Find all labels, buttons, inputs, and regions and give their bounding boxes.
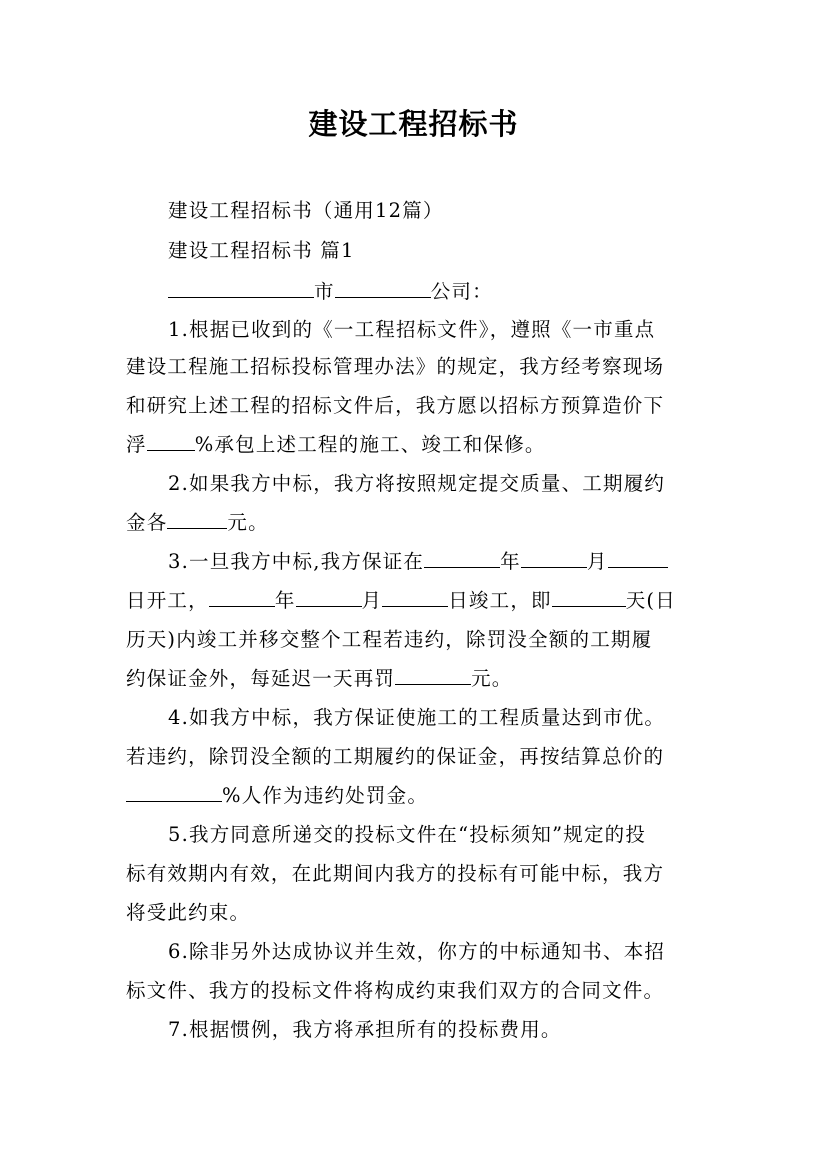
blank-city [168, 279, 314, 298]
text-segment: 公司： [430, 280, 493, 303]
paragraph-line: 7.根据惯例，我方将承担所有的投标费用。 [168, 1018, 562, 1041]
paragraph-line [126, 510, 716, 536]
blank-company [335, 279, 431, 298]
blank-days [552, 588, 626, 607]
text-segment: 日竣工，即 [448, 589, 552, 612]
paragraph-line [126, 588, 716, 614]
blank-year [209, 588, 275, 607]
text-segment: 年 [500, 550, 521, 573]
paragraph-line [126, 666, 716, 692]
paragraph-line: 5.我方同意所递交的投标文件在“投标须知”规定的投 [168, 823, 647, 846]
blank-day [608, 549, 668, 568]
text-segment: 浮 [126, 433, 147, 456]
text-segment: 日开工， [126, 589, 209, 612]
paragraph-line [168, 549, 716, 575]
section-heading: 建设工程招标书 篇1 [168, 239, 355, 262]
text-segment: 天(日 [625, 589, 676, 612]
subtitle: 建设工程招标书（通用12篇） [168, 199, 444, 222]
paragraph-line: 将受此约束。 [126, 901, 251, 924]
text-segment: 市 [314, 280, 335, 303]
text-segment: 3.一旦我方中标,我方保证在 [168, 550, 425, 573]
paragraph-line: 标文件、我方的投标文件将构成约束我们双方的合同文件。 [126, 979, 665, 1002]
text-segment: 元。 [227, 511, 269, 534]
text-segment: %承包上述工程的施工、竣工和保修。 [194, 433, 546, 456]
paragraph-line [126, 432, 716, 458]
text-segment: 约保证金外，每延迟一天再罚 [126, 667, 396, 690]
paragraph-line: 6.除非另外达成协议并生效，你方的中标通知书、本招 [168, 940, 666, 963]
document-title: 建设工程招标书 [308, 107, 519, 141]
paragraph-line: 标有效期内有效，在此期间内我方的投标有可能中标，我方 [126, 862, 665, 885]
text-segment: %人作为违约处罚金。 [222, 784, 429, 807]
text-segment: 元。 [471, 667, 513, 690]
paragraph-line [126, 783, 716, 809]
addressee-line [168, 279, 716, 305]
blank-month [521, 549, 587, 568]
paragraph-line: 2.如果我方中标，我方将按照规定提交质量、工期履约 [168, 472, 666, 495]
paragraph-line: 4.如我方中标，我方保证使施工的工程质量达到市优。 [168, 706, 666, 729]
paragraph-line: 历天)内竣工并移交整个工程若违约，除罚没全额的工期履 [126, 628, 653, 651]
text-segment: 月 [586, 550, 608, 573]
blank-percent [147, 432, 195, 451]
blank-percent [126, 783, 222, 802]
text-segment: 金各 [126, 511, 168, 534]
paragraph-line: 若违约，除罚没全额的工期履约的保证金，再按结算总价的 [126, 745, 665, 768]
paragraph-line: 建设工程施工招标投标管理办法》的规定，我方经考察现场 [126, 355, 665, 378]
paragraph-line: 和研究上述工程的招标文件后，我方愿以招标方预算造价下 [126, 394, 665, 417]
text-segment: 年 [274, 589, 296, 612]
blank-penalty [395, 666, 471, 685]
blank-amount [167, 510, 227, 529]
paragraph-line: 1.根据已收到的《一工程招标文件》，遵照《一市重点 [168, 318, 656, 341]
blank-day [382, 588, 448, 607]
blank-month [296, 588, 362, 607]
text-segment: 月 [361, 589, 383, 612]
blank-year [424, 549, 500, 568]
